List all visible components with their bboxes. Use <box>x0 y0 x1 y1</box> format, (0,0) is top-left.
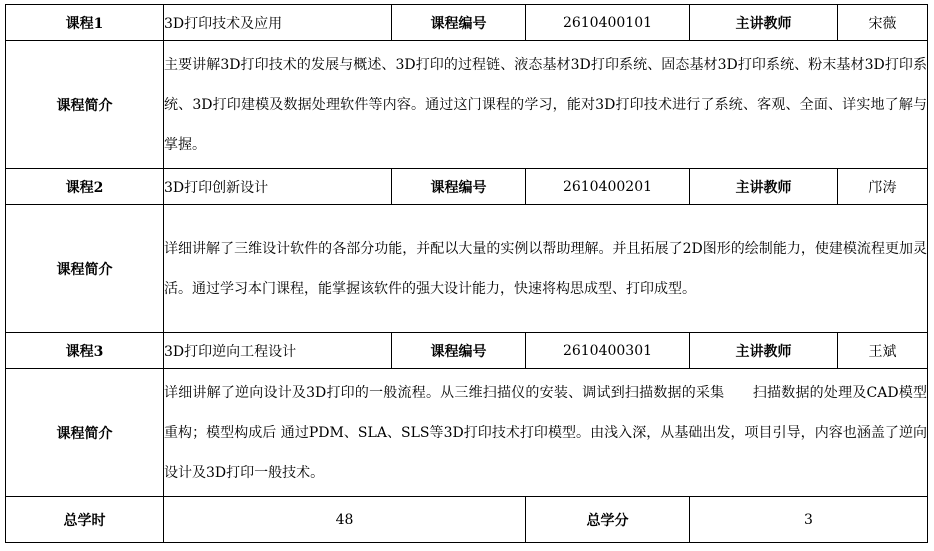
course-2-teacher-label: 主讲教师 <box>690 169 838 205</box>
course-3-teacher: 王斌 <box>838 333 928 369</box>
course-1-intro-row <box>6 41 928 169</box>
course-2-intro-row <box>6 205 928 333</box>
course-2-intro: 详细讲解了三维设计软件的各部分功能，并配以大量的实例以帮助理解。并且拓展了2D图形的绘制能力，使建模流程更加灵活。通过学习本门课程，能掌握该软件的强大设计能力，快速将构思成型、打印成型。 <box>164 205 928 333</box>
total-credits: 3 <box>690 497 928 543</box>
course-3-title-row <box>6 333 928 369</box>
course-table <box>5 4 928 543</box>
total-hours-label: 总学时 <box>6 497 164 543</box>
course-1-intro-label: 课程简介 <box>6 41 164 169</box>
total-hours: 48 <box>164 497 526 543</box>
totals-row <box>6 497 928 543</box>
course-1-name: 3D打印技术及应用 <box>164 5 392 41</box>
course-3-code-label: 课程编号 <box>392 333 526 369</box>
course-3-label: 课程3 <box>6 333 164 369</box>
course-1-code: 2610400101 <box>526 5 690 41</box>
course-2-title-row <box>6 169 928 205</box>
course-2-code: 2610400201 <box>526 169 690 205</box>
course-2-teacher: 邝涛 <box>838 169 928 205</box>
total-credits-label: 总学分 <box>526 497 690 543</box>
course-3-code: 2610400301 <box>526 333 690 369</box>
course-3-intro-label: 课程简介 <box>6 369 164 497</box>
course-3-intro: 详细讲解了逆向设计及3D打印的一般流程。从三维扫描仪的安装、调试到扫描数据的采集 扫描数据的处理及CAD模型重构；模型构成后 通过PDM、SLA、SLS等3D打印技术打印模型。由浅入深，从基础出发，项目引导，内容也涵盖了逆向设计及3D打印一般技术。 <box>164 369 928 497</box>
course-3-name: 3D打印逆向工程设计 <box>164 333 392 369</box>
course-1-teacher-label: 主讲教师 <box>690 5 838 41</box>
course-1-intro: 主要讲解3D打印技术的发展与概述、3D打印的过程链、液态基材3D打印系统、固态基材3D打印系统、粉末基材3D打印系统、3D打印建模及数据处理软件等内容。通过这门课程的学习，能对3D打印技术进行了系统、客观、全面、详实地了解与掌握。 <box>164 41 928 169</box>
course-3-teacher-label: 主讲教师 <box>690 333 838 369</box>
course-2-label: 课程2 <box>6 169 164 205</box>
course-3-intro-row <box>6 369 928 497</box>
course-2-intro-label: 课程简介 <box>6 205 164 333</box>
course-1-label: 课程1 <box>6 5 164 41</box>
course-2-name: 3D打印创新设计 <box>164 169 392 205</box>
course-1-title-row <box>6 5 928 41</box>
course-1-teacher: 宋薇 <box>838 5 928 41</box>
course-1-code-label: 课程编号 <box>392 5 526 41</box>
course-2-code-label: 课程编号 <box>392 169 526 205</box>
